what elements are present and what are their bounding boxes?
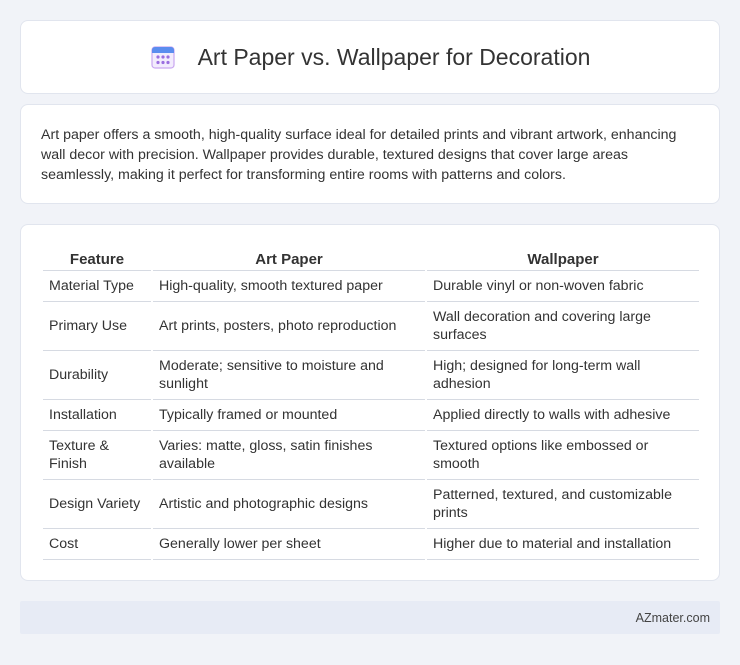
summary-card: [20, 104, 720, 204]
table-row: [43, 351, 699, 400]
table-row: [43, 400, 699, 431]
title-card: [20, 20, 720, 94]
feature-cell: Texture & Finish: [43, 431, 151, 480]
summary-text: Art paper offers a smooth, high-quality surface ideal for detailed prints and vibrant artwork, enhancing wall decor with precision. Wallpaper provides durable, textured designs that cover large areas seamlessly, making it perfect for transforming entire rooms with patterns and colors.: [41, 127, 677, 183]
wallpaper-cell: Wall decoration and covering large surfaces: [427, 302, 699, 351]
art-paper-cell: Varies: matte, gloss, satin finishes available: [153, 431, 425, 480]
art-paper-cell: Typically framed or mounted: [153, 400, 425, 431]
table-row: [43, 529, 699, 560]
wallpaper-cell: High; designed for long-term wall adhesion: [427, 351, 699, 400]
calendar-icon: [150, 44, 176, 70]
feature-cell: Design Variety: [43, 480, 151, 529]
table-row: [43, 480, 699, 529]
feature-cell: Primary Use: [43, 302, 151, 351]
footer-bar: [20, 601, 720, 634]
art-paper-cell: Art prints, posters, photo reproduction: [153, 302, 425, 351]
table-row: [43, 302, 699, 351]
wallpaper-cell: Patterned, textured, and customizable prints: [427, 480, 699, 529]
wallpaper-cell: Durable vinyl or non-woven fabric: [427, 271, 699, 302]
feature-cell: Durability: [43, 351, 151, 400]
header-art-paper: Art Paper: [153, 245, 425, 271]
table-header-row: [43, 245, 699, 271]
feature-cell: Installation: [43, 400, 151, 431]
wallpaper-cell: Higher due to material and installation: [427, 529, 699, 560]
page-title: Art Paper vs. Wallpaper for Decoration: [197, 43, 591, 70]
footer-site-link[interactable]: AZmater.com: [635, 610, 710, 625]
art-paper-cell: High-quality, smooth textured paper: [153, 271, 425, 302]
wallpaper-cell: Textured options like embossed or smooth: [427, 431, 699, 480]
art-paper-cell: Artistic and photographic designs: [153, 480, 425, 529]
comparison-table: [41, 245, 701, 560]
art-paper-cell: Generally lower per sheet: [153, 529, 425, 560]
wallpaper-cell: Applied directly to walls with adhesive: [427, 400, 699, 431]
table-row: [43, 431, 699, 480]
art-paper-cell: Moderate; sensitive to moisture and sunlight: [153, 351, 425, 400]
feature-cell: Cost: [43, 529, 151, 560]
comparison-table-card: [20, 224, 720, 581]
header-feature: Feature: [43, 245, 151, 271]
table-row: [43, 271, 699, 302]
header-wallpaper: Wallpaper: [427, 245, 699, 271]
feature-cell: Material Type: [43, 271, 151, 302]
